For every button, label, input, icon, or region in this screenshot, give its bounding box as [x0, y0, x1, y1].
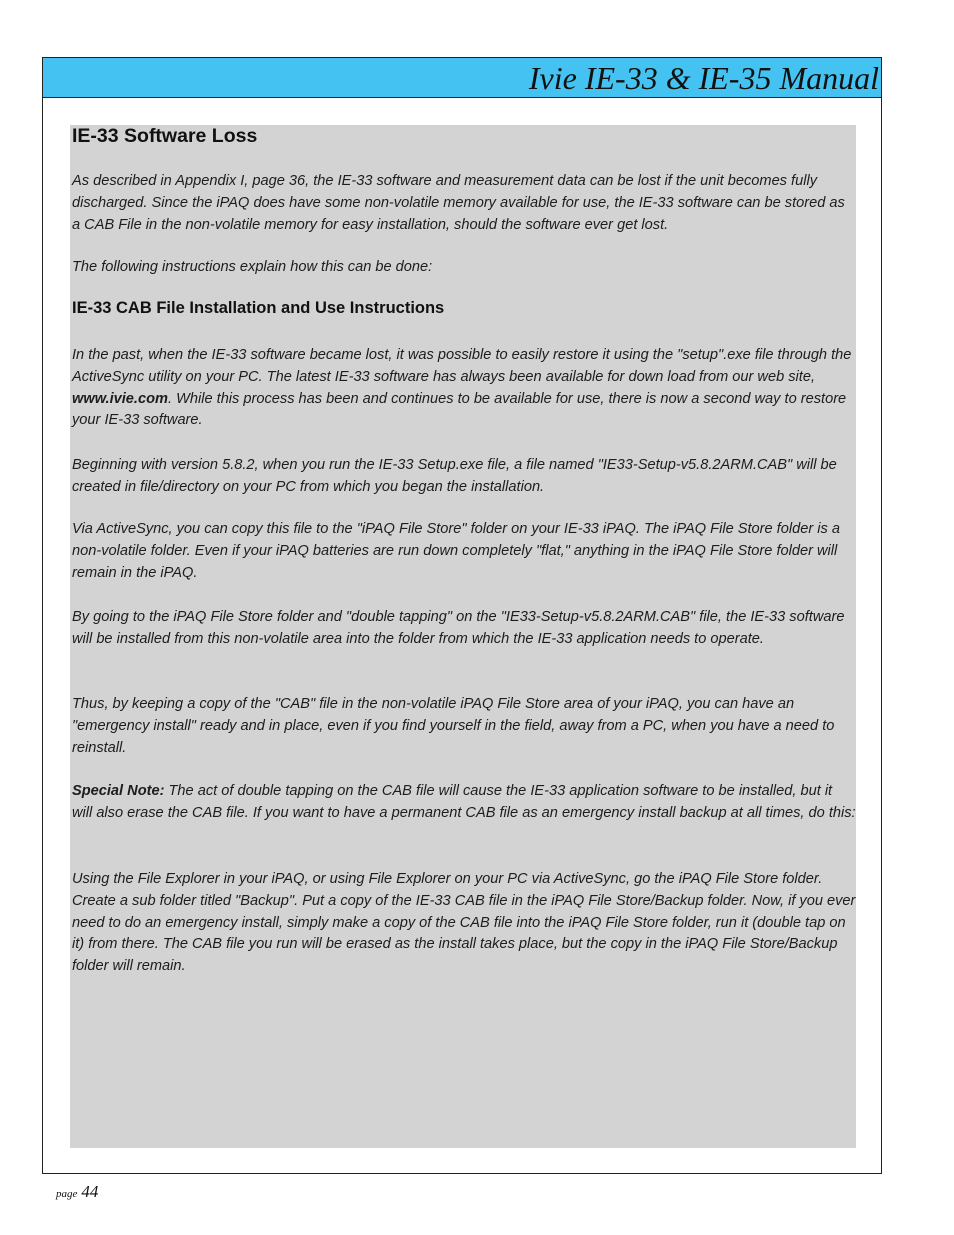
special-note-label: Special Note:	[72, 783, 165, 799]
header-bar	[43, 58, 881, 98]
page-label: page	[56, 1188, 78, 1200]
backup-paragraph: Using the File Explorer in your iPAQ, or using File Explorer on your PC via ActiveSync, go the iPAQ File Store folder. Create a sub folder titled "Backup". Put a copy of the IE-33 CAB file in the iPAQ File Store/Backup folder. Now, if you ever need to do an emergency install, simply make a copy of the CAB file into the iPAQ File Store folder, run it (double tap on it) from there. The CAB file you run will be erased as the install takes place, but the copy in the iPAQ File Store/Backup folder will remain.	[72, 871, 856, 975]
double-tap-paragraph: By going to the iPAQ File Store folder and "double tapping" on the "IE33-Setup-v5.8.2ARM.CAB" file, the IE-33 software will be installed from this non-volatile area into the folder from which the IE-33 application needs to operate.	[72, 609, 845, 647]
instructions-lead-paragraph: The following instructions explain how this can be done:	[72, 259, 433, 275]
manual-title: Ivie IE-33 & IE-35 Manual	[528, 60, 879, 96]
page-frame	[42, 57, 882, 1174]
subsection-heading: IE-33 CAB File Installation and Use Instructions	[72, 299, 445, 317]
page-number-value: 44	[81, 1182, 99, 1201]
intro-paragraph: As described in Appendix I, page 36, the IE-33 software and measurement data can be lost if the unit becomes fully discharged. Since the iPAQ does have some non-volatile memory available for use, the IE-33 software can be stored as a CAB File in the non-volatile memory for easy installation, should the software ever get lost.	[72, 173, 845, 233]
activesync-paragraph: Via ActiveSync, you can copy this file to the "iPAQ File Store" folder on your IE-33 iPAQ. The iPAQ File Store folder is a non-volatile folder. Even if your iPAQ batteries are run down completely "flat," anything in the iPAQ File Store folder will remain in the iPAQ.	[72, 521, 840, 581]
emergency-install-paragraph: Thus, by keeping a copy of the "CAB" file in the non-volatile iPAQ File Store area of your iPAQ, you can have an "emergency install" ready and in place, even if you find yourself in the field, away from a PC, when you have a need to reinstall.	[72, 696, 835, 756]
beginning-paragraph: Beginning with version 5.8.2, when you run the IE-33 Setup.exe file, a file named "IE33-Setup-v5.8.2ARM.CAB" will be created in file/directory on your PC from which you began the installation.	[72, 457, 837, 495]
page-number	[56, 1182, 98, 1202]
past-paragraph: In the past, when the IE-33 software became lost, it was possible to easily restore it using the "setup".exe file through the ActiveSync utility on your PC. The latest IE-33 software has always been available for down load from our web site, www.ivie.com. While this process has been and continues to be available for use, there is now a second way to restore your IE-33 software.	[72, 347, 852, 429]
special-note-paragraph: Special Note: The act of double tapping on the CAB file will cause the IE-33 application software to be installed, but it will also erase the CAB file. If you want to have a permanent CAB file as an emergency install backup at all times, do this:	[72, 783, 856, 821]
content-panel	[70, 125, 856, 1148]
section-heading: IE-33 Software Loss	[72, 125, 258, 147]
website-link: www.ivie.com	[72, 390, 168, 407]
